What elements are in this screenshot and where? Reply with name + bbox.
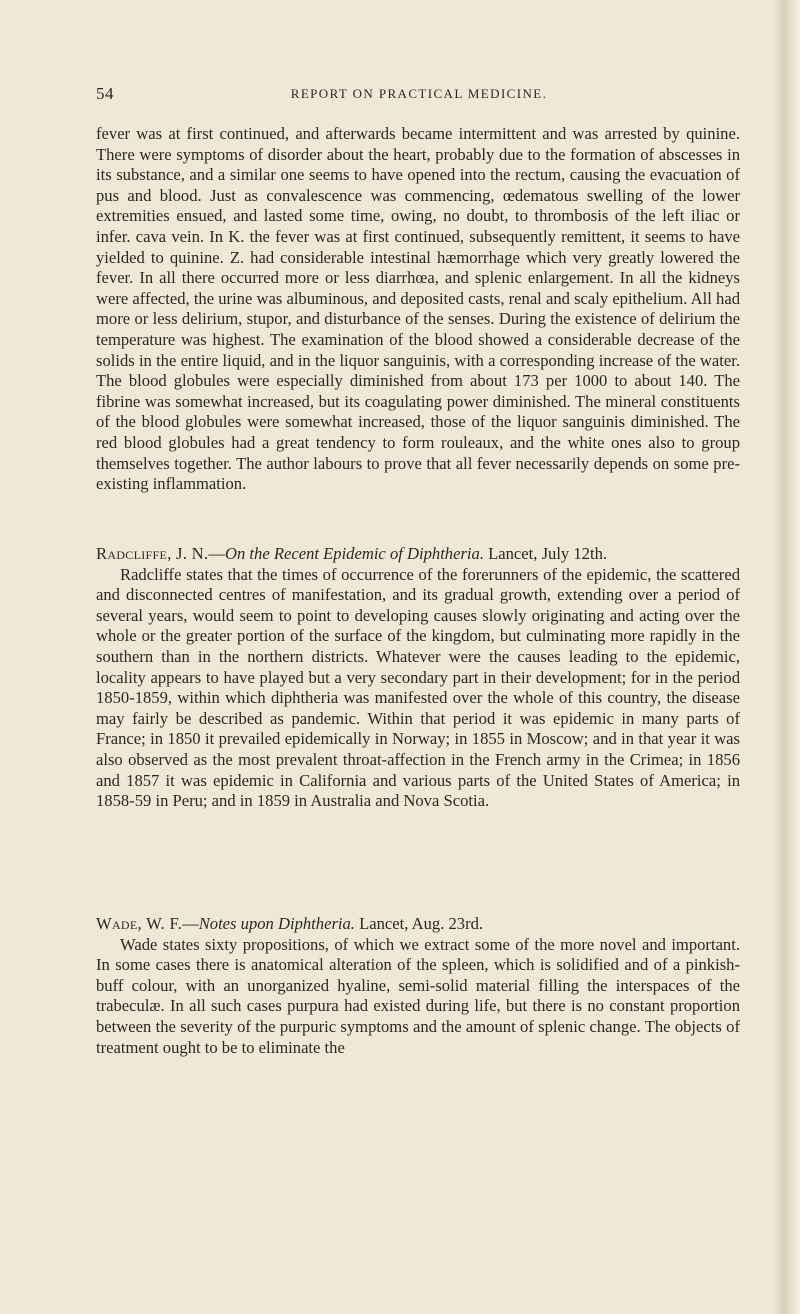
- entry-body: Wade states sixty propositions, of which we extract some of the more novel and important. In some cases there is anatomical alteration of the spleen, which is solidified and of a pinkish-buff colour, with an unorganized hyaline, semi-solid material filling the interspaces of the trabeculæ. In all such cases purpura had existed during life, but there is no constant proportion between the severity of the purpuric symptoms and the amount of splenic change. The objects of treatment ought to be to eliminate the: [96, 934, 740, 1057]
- entry-wade: [96, 914, 740, 1058]
- entry-author: Radcliffe, J. N.: [96, 544, 209, 563]
- page-header: [96, 84, 742, 110]
- entry-dash: —: [208, 544, 225, 563]
- entry-title: On the Recent Epidemic of Diphtheria.: [225, 544, 484, 563]
- entry-radcliffe: [96, 544, 740, 812]
- entry-body: Radcliffe states that the times of occurrence of the forerunners of the epidemic, the scattered and disconnected centres of manifestation, and its gradual growth, extending over a period of several years, would seem to point to developing causes slowly originating and acting over the whole or the greater portion of the surface of the kingdom, but culminating more rapidly in the southern than in the northern districts. Whatever were the causes leading to the epidemic, locality appears to have played but a very secondary part in their development; for in the period 1850-1859, within which diphtheria was manifested over the whole of this country, the disease may fairly be described as pandemic. Within that period it was epidemic in many parts of France; in 1850 it prevailed epidemically in Norway; in 1855 in Moscow; and in that year it was also observed as the most prevalent throat-affection in the French army in the Crimea; in 1856 and 1857 it was epidemic in California and various parts of the United States of America; in 1858-59 in Peru; and in 1859 in Australia and Nova Scotia.: [96, 564, 740, 811]
- entry-citation: Lancet, Aug. 23rd.: [354, 914, 484, 933]
- entry-heading: [96, 914, 740, 935]
- entry-dash: —: [182, 914, 199, 933]
- page-number: 54: [96, 84, 114, 103]
- entry-author: Wade, W. F.: [96, 914, 183, 933]
- entry-citation: Lancet, July 12th.: [483, 544, 608, 563]
- running-title: REPORT ON PRACTICAL MEDICINE.: [290, 86, 548, 101]
- paragraph-text: fever was at first continued, and afterwards became intermittent and was arrested by quinine. There were symptoms of disorder about the heart, probably due to the formation of abscesses in its substance, and a similar one seems to have opened into the rectum, causing the evacuation of pus and blood. Just as convalescence was commencing, œdematous swelling of the lower extremities ensued, and lasted some time, owing, no doubt, to thrombosis of the left iliac or infer. cava vein. In K. the fever was at first continued, subsequently remittent, it seems to have yielded to quinine. Z. had considerable intestinal hæmorrhage which very greatly lowered the fever. In all there occurred more or less diarrhœa, and splenic enlargement. In all the kidneys were affected, the urine was albuminous, and deposited casts, renal and scaly epithelium. All had more or less delirium, stupor, and disturbance of the senses. During the existence of delirium the temperature was highest. The examination of the blood showed a considerable decrease of the solids in the entire liquid, and in the liquor sanguinis, with a corresponding increase of the water. The blood globules were especially diminished from about 173 per 1000 to about 140. The fibrine was somewhat increased, but its coagulating power diminished. The mineral constituents of the blood globules were somewhat increased, those of the liquor sanguinis diminished. The red blood globules had a great tendency to form rouleaux, and the white ones also to group themselves together. The author labours to prove that all fever necessarily depends on some pre-existing inflammation.: [96, 124, 740, 494]
- page-edge-shadow: [774, 0, 800, 1314]
- entry-heading: [96, 544, 740, 565]
- continued-paragraph: [96, 124, 740, 495]
- entry-title: Notes upon Diphtheria.: [198, 914, 355, 933]
